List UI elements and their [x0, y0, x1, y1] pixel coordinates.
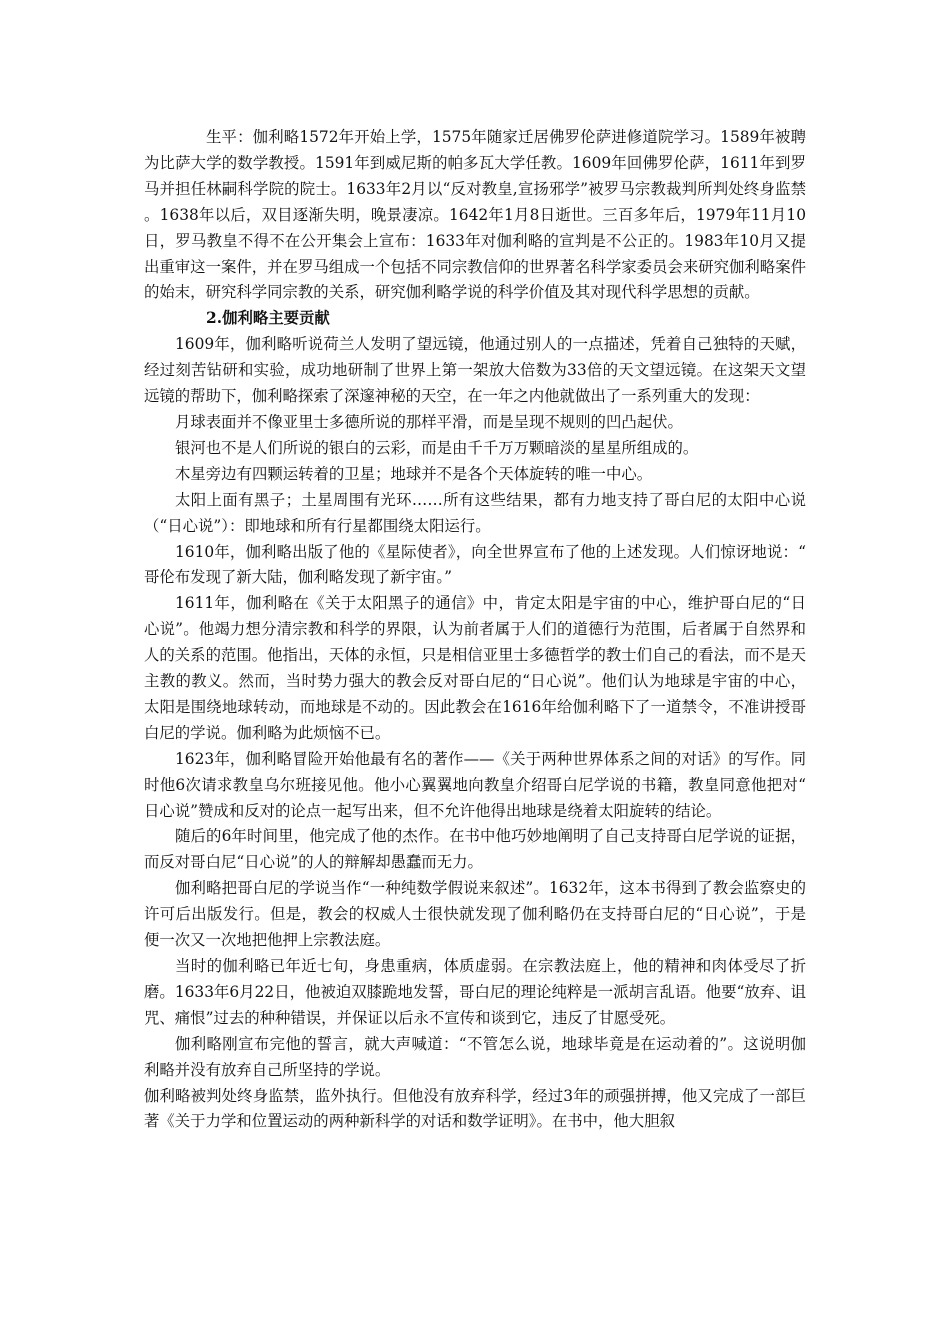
body-paragraph: 伽利略刚宣布完他的誓言，就大声喊道：“不管怎么说，地球毕竟是在运动着的”。这说明伽利略并没有放弃自己所坚持的学说。 [144, 1034, 806, 1079]
body-paragraph: 1623年，伽利略冒险开始他最有名的著作——《关于两种世界体系之间的对话》的写作。同时他6次请求教皇乌尔班接见他。他小心翼翼地向教皇介绍哥白尼学说的书籍，教皇同意他把对“日心说”赞成和反对的论点一起写出来，但不允许他得出地球是绕着太阳旋转的结论。 [144, 749, 806, 820]
body-paragraph: 银河也不是人们所说的银白的云彩，而是由千千万万颗暗淡的星星所组成的。 [175, 438, 699, 457]
body-paragraph: 随后的6年时间里，他完成了他的杰作。在书中他巧妙地阐明了自己支持哥白尼学说的证据，而反对哥白尼“日心说”的人的辩解却愚蠢而无力。 [144, 827, 806, 872]
document-page [144, 125, 806, 1135]
body-paragraph: 当时的伽利略已年近七旬，身患重病，体质虚弱。在宗教法庭上，他的精神和肉体受尽了折磨。1633年6月22日，他被迫双膝跪地发誓，哥白尼的理论纯粹是一派胡言乱语。他要“放弃、诅咒、痛恨”过去的种种错误，并保证以后永不宣传和谈到它，违反了甘愿受死。 [144, 957, 806, 1027]
body-paragraph: 太阳上面有黑子；土星周围有光环……所有这些结果，都有力地支持了哥白尼的太阳中心说（“日心说”）：即地球和所有行星都围绕太阳运行。 [144, 490, 806, 535]
intro-paragraph: 生平：伽利略1572年开始上学，1575年随家迁居佛罗伦萨进修道院学习。1589年被聘为比萨大学的数学教授。1591年到威尼斯的帕多瓦大学任教。1609年回佛罗伦萨，1611年到罗马并担任林嗣科学院的院士。1633年2月以“反对教皇,宣扬邪学”被罗马宗教裁判所判处终身监禁。1638年以后，双目逐渐失明，晚景凄凉。1642年1月8日逝世。三百多年后，1979年11月10日，罗马教皇不得不在公开集会上宣布：1633年对伽利略的宣判是不公正的。1983年10月又提出重审这一案件，并在罗马组成一个包括不同宗教信仰的世界著名科学家委员会来研究伽利略案件的始末，研究科学同宗教的关系，研究伽利略学说的科学价值及其对现代科学思想的贡献。 [144, 128, 806, 302]
section-heading: 2.伽利略主要贡献 [206, 309, 330, 328]
body-paragraph: 月球表面并不像亚里士多德所说的那样平滑，而是呈现不规则的凹凸起伏。 [175, 412, 683, 431]
body-paragraph: 1609年，伽利略听说荷兰人发明了望远镜，他通过别人的一点描述，凭着自己独特的天赋，经过刻苦钻研和实验，成功地研制了世界上第一架放大倍数为33倍的天文望远镜。在这架天文望远镜的帮助下，伽利略探索了深邃神秘的天空，在一年之内他就做出了一系列重大的发现： [144, 335, 806, 406]
body-paragraph: 伽利略把哥白尼的学说当作“一种纯数学假说来叙述”。1632年，这本书得到了教会监察史的许可后出版发行。但是，教会的权威人士很快就发现了伽利略仍在支持哥白尼的“日心说”，于是便一次又一次地把他押上宗教法庭。 [144, 879, 806, 950]
body-paragraph: 1610年，伽利略出版了他的《星际使者》，向全世界宣布了他的上述发现。人们惊讶地说：“哥伦布发现了新大陆，伽利略发现了新宇宙。” [144, 542, 806, 587]
body-paragraph: 木星旁边有四颗运转着的卫星；地球并不是各个天体旋转的唯一中心。 [175, 464, 653, 483]
final-paragraph: 伽利略被判处终身监禁，监外执行。但他没有放弃科学，经过3年的顽强拼搏，他又完成了一部巨著《关于力学和位置运动的两种新科学的对话和数学证明》。在书中，他大胆叙 [144, 1086, 806, 1131]
body-paragraph: 1611年，伽利略在《关于太阳黑子的通信》中，肯定太阳是宇宙的中心，维护哥白尼的“日心说”。他竭力想分清宗教和科学的界限，认为前者属于人们的道德行为范围，后者属于自然界和人的关系的范围。他指出，天体的永恒，只是相信亚里士多德哲学的教士们自己的看法，而不是天主教的教义。然而，当时势力强大的教会反对哥白尼的“日心说”。他们认为地球是宇宙的中心，太阳是围绕地球转动，而地球是不动的。因此教会在1616年给伽利略下了一道禁令，不准讲授哥白尼的学说。伽利略为此烦恼不已。 [144, 594, 806, 742]
